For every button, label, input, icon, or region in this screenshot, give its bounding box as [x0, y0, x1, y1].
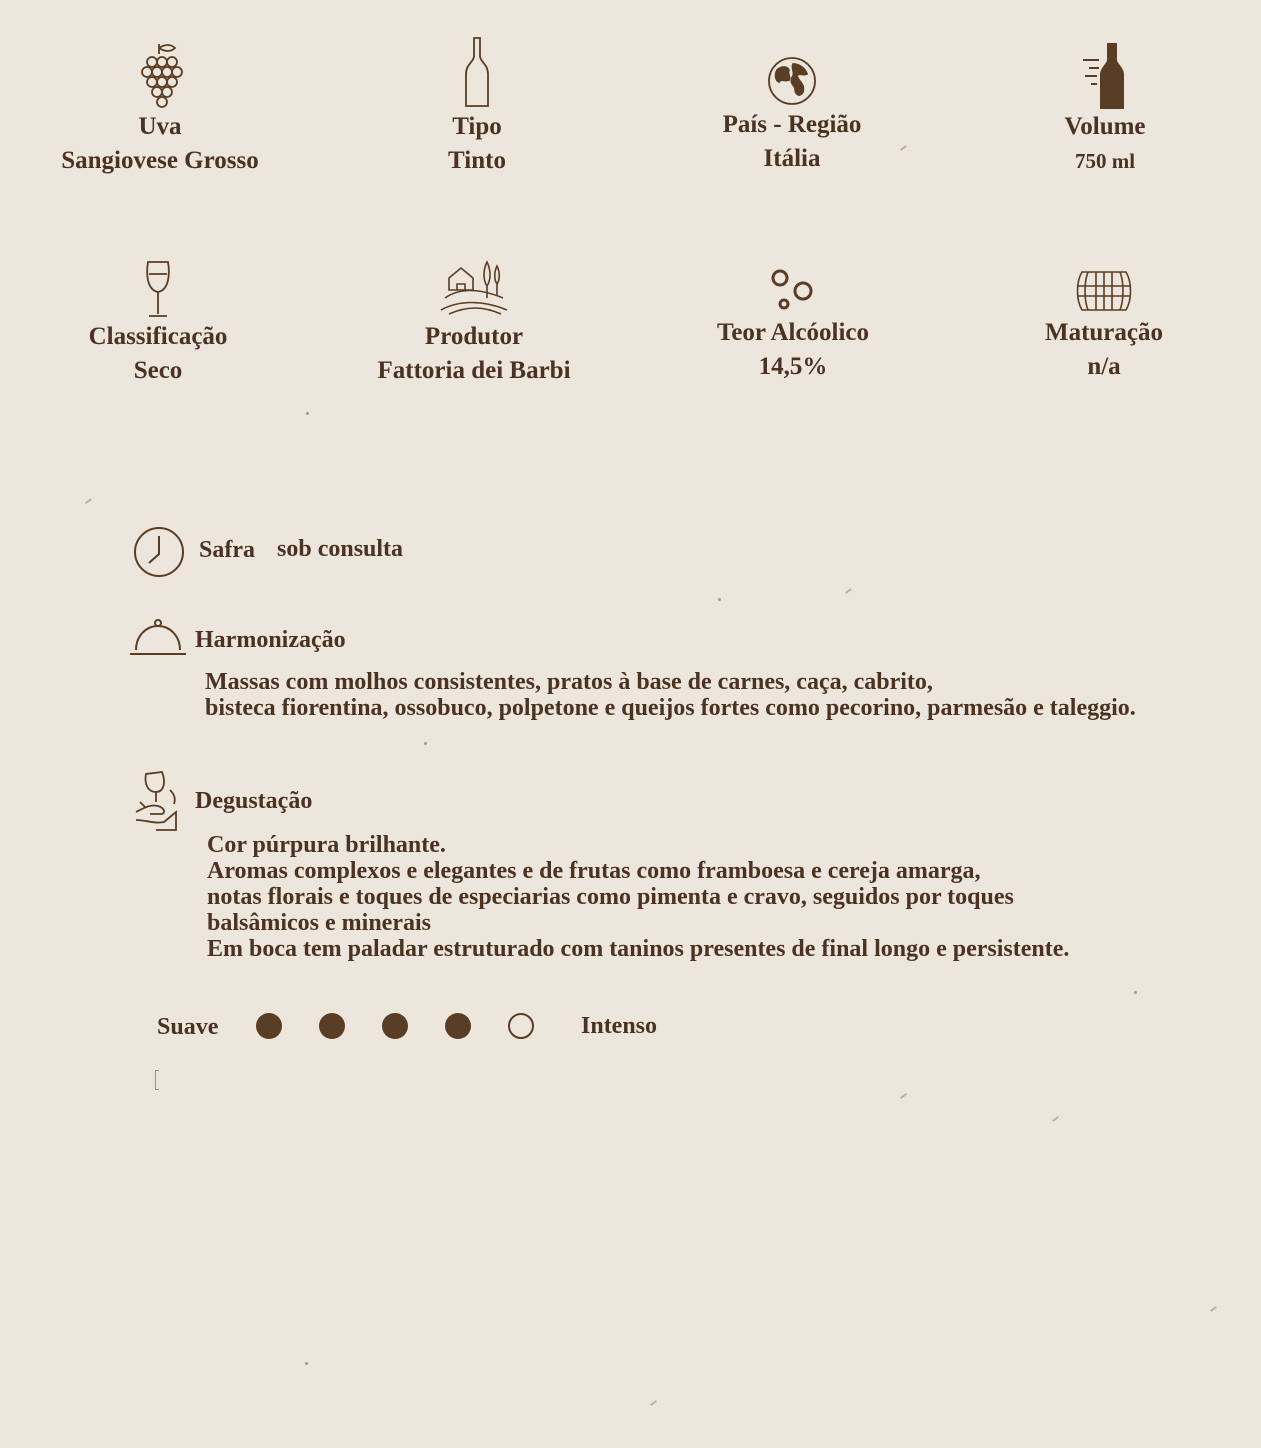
clock-icon: [132, 525, 186, 579]
attribute-value: Fattoria dei Barbi: [377, 357, 571, 384]
intensity-max-label: Intenso: [581, 1013, 658, 1039]
bottle-pour-icon: [1075, 40, 1135, 110]
paper-speck: [900, 1093, 907, 1099]
stray-mark: [155, 1070, 159, 1090]
attribute-label: Teor Alcóolico: [716, 319, 870, 346]
intensity-dot: [382, 1013, 408, 1039]
attribute-classificacao: [8, 260, 308, 388]
safra-value: sob consulta: [277, 536, 404, 562]
text-line: Cor púrpura brilhante.: [207, 832, 446, 858]
winery-icon: [439, 258, 509, 320]
text-line: notas florais e toques de especiarias como pimenta e cravo, seguidos por toques: [207, 884, 1014, 910]
attribute-uva: [10, 40, 310, 178]
paper-speck: [1134, 991, 1137, 994]
bubbles-icon: [768, 266, 818, 316]
intensity-dot: [256, 1013, 282, 1039]
attribute-value: Itália: [763, 145, 821, 172]
attribute-pais-regiao: [642, 54, 942, 176]
attribute-label: Tipo: [452, 113, 502, 140]
paper-speck: [718, 598, 721, 601]
grape-icon: [135, 40, 185, 110]
text-line: Em boca tem paladar estruturado com taninos presentes de final longo e persistente.: [207, 936, 1070, 962]
paper-speck: [85, 498, 92, 504]
barrel-icon: [1074, 266, 1134, 316]
paper-speck: [1210, 1306, 1217, 1312]
attribute-label: Classificação: [88, 323, 228, 350]
intensity-dot: [508, 1013, 534, 1039]
text-line: Massas com molhos consistentes, pratos à base de carnes, caça, cabrito,: [205, 669, 933, 695]
attribute-maturacao: [954, 266, 1254, 384]
attribute-teor-alcoolico: [643, 266, 943, 384]
attribute-value: 750 ml: [1074, 149, 1136, 173]
attribute-label: Uva: [138, 113, 182, 140]
attribute-label: Produtor: [424, 323, 524, 350]
intensity-dot: [319, 1013, 345, 1039]
paper-speck: [845, 588, 852, 594]
attribute-label: Volume: [1064, 113, 1146, 140]
attribute-label: Maturação: [1044, 319, 1164, 346]
intensity-dot: [445, 1013, 471, 1039]
attribute-tipo: [327, 36, 627, 178]
text-line: balsâmicos e minerais: [207, 910, 431, 936]
wine-glass-icon: [143, 260, 173, 320]
attribute-value: Tinto: [448, 147, 506, 174]
text-line: Aromas complexos e elegantes e de frutas como framboesa e cereja amarga,: [207, 858, 981, 884]
safra-label: Safra: [199, 537, 255, 563]
attribute-label: País - Região: [722, 111, 862, 138]
attribute-value: Seco: [133, 357, 183, 384]
attribute-produtor: [324, 258, 624, 388]
degustacao-text: [207, 832, 1069, 962]
attribute-value: n/a: [1087, 353, 1121, 380]
paper-speck: [1052, 1116, 1059, 1122]
harmonizacao-label: Harmonização: [195, 627, 346, 653]
attribute-volume: [955, 40, 1255, 178]
attribute-value: Sangiovese Grosso: [61, 147, 259, 174]
attribute-value: 14,5%: [758, 353, 828, 380]
intensity-min-label: Suave: [157, 1014, 219, 1040]
paper-speck: [305, 1362, 308, 1365]
bottle-outline-icon: [462, 36, 492, 110]
paper-speck: [424, 742, 427, 745]
tasting-hand-icon: [132, 768, 182, 836]
text-line: bisteca fiorentina, ossobuco, polpetone e queijos fortes como pecorino, parmesão e taleggio.: [205, 695, 1136, 721]
paper-speck: [650, 1400, 657, 1406]
degustacao-label: Degustação: [195, 788, 313, 814]
cloche-icon: [128, 618, 188, 658]
harmonizacao-text: [205, 669, 1136, 721]
globe-icon: [765, 54, 819, 108]
paper-speck: [306, 412, 309, 415]
